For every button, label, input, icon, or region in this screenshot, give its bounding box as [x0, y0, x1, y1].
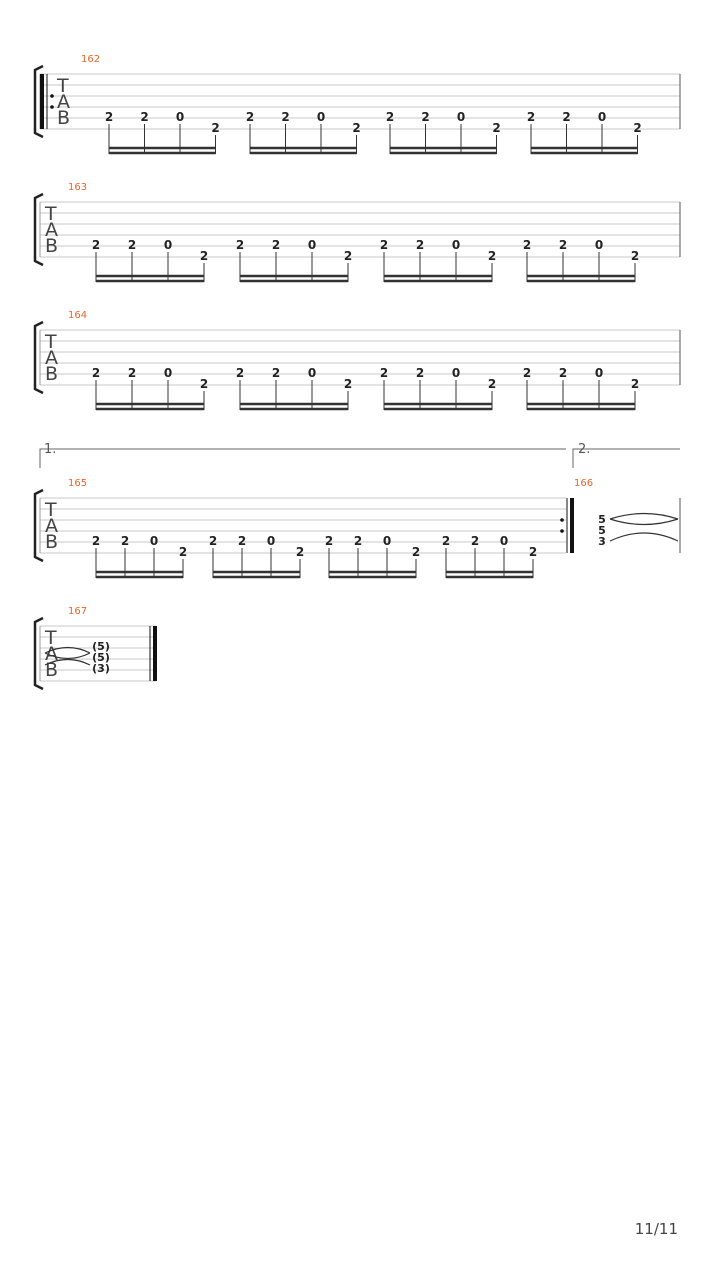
- fret-number: (5): [92, 640, 110, 653]
- fret-number: 0: [594, 366, 604, 380]
- tab-clef-t: T: [57, 75, 69, 97]
- measure-number: 165: [68, 478, 88, 489]
- fret-number: 0: [597, 110, 607, 124]
- fret-number: 2: [127, 366, 137, 380]
- tab-clef-t: T: [45, 203, 57, 225]
- fret-number: 2: [178, 545, 188, 559]
- fret-number: 2: [522, 366, 532, 380]
- volta-1-label: 1.: [44, 442, 57, 457]
- tab-clef-t: T: [45, 331, 57, 353]
- fret-number: 2: [379, 366, 389, 380]
- fret-number: 0: [266, 534, 276, 548]
- fret-number: 0: [499, 534, 509, 548]
- fret-number: 2: [91, 366, 101, 380]
- measure-number: 164: [68, 310, 88, 321]
- tab-clef-b: B: [45, 363, 59, 385]
- fret-number: 2: [353, 534, 363, 548]
- page-number: 11/11: [634, 1220, 678, 1238]
- measure-number: 166: [574, 478, 594, 489]
- tab-clef-b: B: [45, 235, 59, 257]
- fret-number: 0: [456, 110, 466, 124]
- fret-number: 0: [175, 110, 185, 124]
- repeat-dot: [560, 518, 564, 522]
- volta-1-bracket: [40, 449, 566, 468]
- tab-clef-a: A: [45, 347, 58, 369]
- fret-number: 2: [295, 545, 305, 559]
- fret-number: 2: [281, 110, 290, 124]
- fret-number: 2: [120, 534, 130, 548]
- fret-number: 2: [211, 121, 220, 135]
- fret-number: 2: [411, 545, 421, 559]
- fret-number: 0: [163, 366, 173, 380]
- fret-number: 3: [598, 535, 606, 548]
- fret-number: 2: [385, 110, 395, 124]
- fret-number: 2: [487, 377, 497, 391]
- fret-number: 2: [630, 249, 640, 263]
- fret-number: 2: [91, 238, 101, 252]
- measure-number: 162: [81, 54, 101, 65]
- tab-clef-t: T: [45, 627, 57, 649]
- fret-number: 2: [562, 110, 571, 124]
- fret-number: 2: [245, 110, 255, 124]
- fret-number: (3): [92, 662, 110, 675]
- tab-clef-b: B: [45, 659, 59, 681]
- fret-number: 0: [451, 366, 461, 380]
- fret-number: 2: [271, 238, 281, 252]
- tab-clef-b: B: [45, 531, 59, 553]
- volta-2-label: 2.: [578, 442, 591, 457]
- tab-clef-a: A: [45, 515, 58, 537]
- fret-number: 2: [235, 238, 245, 252]
- tab-clef-a: A: [57, 91, 70, 113]
- fret-number: 2: [492, 121, 501, 135]
- fret-number: 2: [199, 377, 209, 391]
- fret-number: 2: [343, 377, 353, 391]
- fret-number: 2: [324, 534, 334, 548]
- fret-number: 2: [522, 238, 532, 252]
- fret-number: 2: [558, 366, 568, 380]
- fret-number: 2: [633, 121, 642, 135]
- fret-number: 2: [470, 534, 480, 548]
- repeat-dot: [560, 529, 564, 533]
- measure-number: 167: [68, 606, 88, 617]
- fret-number: 2: [528, 545, 538, 559]
- fret-number: 2: [271, 366, 281, 380]
- tab-clef-t: T: [45, 499, 57, 521]
- fret-number: 0: [594, 238, 604, 252]
- tie-curve: [610, 519, 678, 525]
- fret-number: 2: [441, 534, 451, 548]
- fret-number: 2: [208, 534, 218, 548]
- system-bracket: [35, 194, 43, 265]
- fret-number: 2: [104, 110, 114, 124]
- fret-number: 2: [379, 238, 389, 252]
- fret-number: 5: [598, 524, 606, 537]
- repeat-dot: [50, 94, 54, 98]
- fret-number: 0: [163, 238, 173, 252]
- fret-number: 2: [421, 110, 430, 124]
- tab-clef-a: A: [45, 219, 58, 241]
- fret-number: 2: [630, 377, 640, 391]
- tie-curve: [610, 514, 678, 520]
- measure-number: 163: [68, 182, 88, 193]
- fret-number: 5: [598, 513, 606, 526]
- fret-number: 2: [91, 534, 101, 548]
- fret-number: 2: [526, 110, 536, 124]
- fret-number: 0: [307, 366, 317, 380]
- fret-number: 0: [451, 238, 461, 252]
- fret-number: 2: [558, 238, 568, 252]
- fret-number: 0: [316, 110, 326, 124]
- tie-curve: [610, 533, 678, 541]
- tab-clef-b: B: [57, 107, 71, 129]
- fret-number: (5): [92, 651, 110, 664]
- tab-clef-a: A: [45, 643, 58, 665]
- fret-number: 2: [237, 534, 247, 548]
- repeat-dot: [50, 105, 54, 109]
- fret-number: 2: [127, 238, 137, 252]
- fret-number: 0: [149, 534, 159, 548]
- system-bracket: [35, 322, 43, 393]
- fret-number: 2: [415, 366, 425, 380]
- system-bracket: [35, 618, 43, 689]
- fret-number: 2: [140, 110, 149, 124]
- fret-number: 2: [343, 249, 353, 263]
- fret-number: 2: [199, 249, 209, 263]
- system-bracket: [35, 490, 43, 561]
- fret-number: 2: [415, 238, 425, 252]
- fret-number: 2: [352, 121, 361, 135]
- fret-number: 0: [382, 534, 392, 548]
- fret-number: 0: [307, 238, 317, 252]
- fret-number: 2: [487, 249, 497, 263]
- fret-number: 2: [235, 366, 245, 380]
